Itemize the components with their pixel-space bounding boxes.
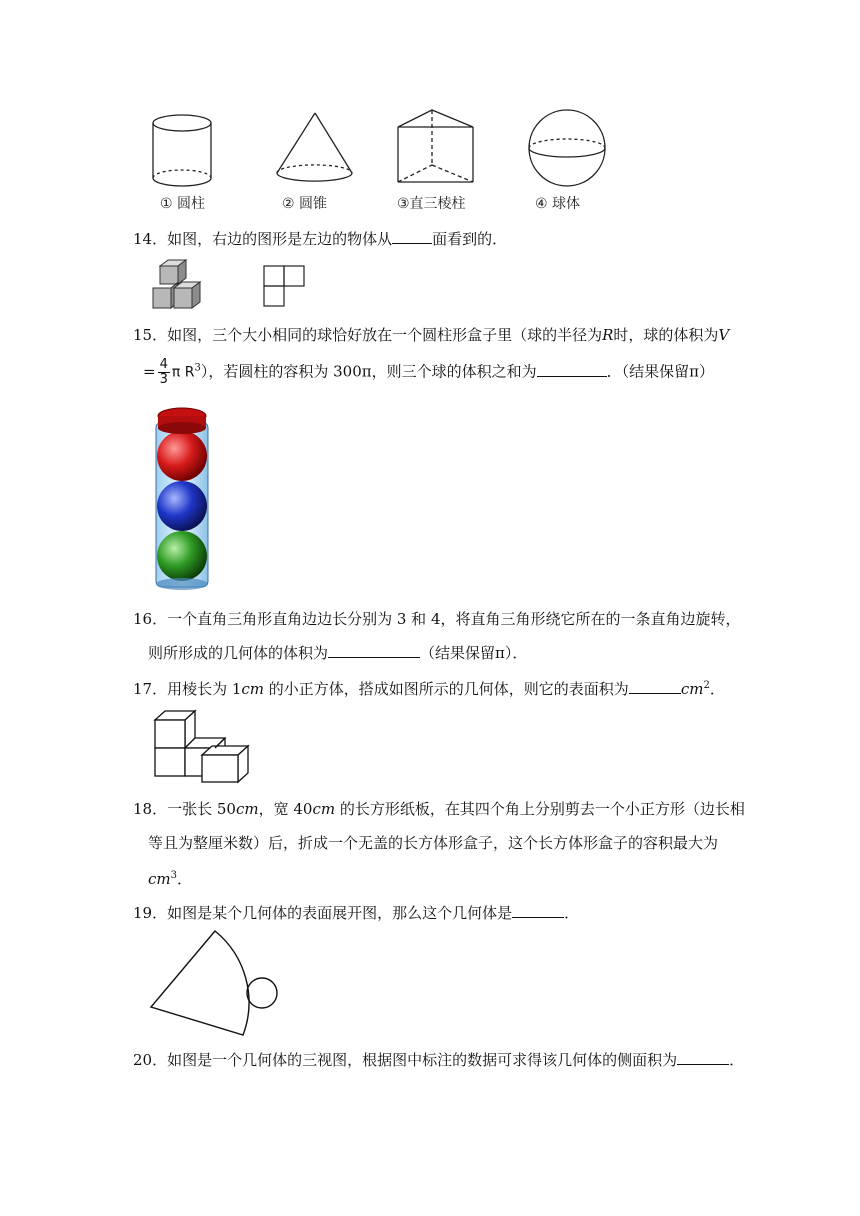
q18-text-b: ，宽 40 bbox=[258, 800, 313, 818]
q20-number: 20． bbox=[133, 1051, 168, 1069]
q16-number: 16． bbox=[133, 610, 168, 628]
q15-exponent: 3 bbox=[194, 362, 201, 374]
q17-number: 17． bbox=[133, 680, 168, 698]
question-15-line2 bbox=[143, 358, 714, 387]
q15-fraction bbox=[158, 358, 170, 387]
q18-text-2: 等且为整厘米数）后，折成一个无盖的长方体形盒子，这个长方体形盒子的容积最大为 bbox=[148, 834, 719, 852]
question-18-line2 bbox=[148, 833, 718, 853]
cylinder-shape bbox=[153, 115, 211, 186]
solid-label-prism: ③直三棱柱 bbox=[397, 196, 466, 212]
q19-figure bbox=[145, 925, 285, 1040]
q16-text-1: 一个直角三角形直角边边长分别为 3 和 4，将直角三角形绕它所在的一条直角边旋转， bbox=[167, 610, 741, 628]
question-14 bbox=[133, 228, 507, 249]
q15-answer-blank[interactable] bbox=[537, 361, 607, 377]
q17-text-b: 的小正方体，搭成如图所示的几何体，则它的表面积为 bbox=[264, 680, 629, 698]
q15-figure bbox=[148, 402, 218, 592]
q17-end: ． bbox=[709, 680, 725, 698]
q20-end: ． bbox=[729, 1051, 745, 1069]
q14-text-end: 面看到的． bbox=[432, 230, 508, 248]
q15-cylinder-balls bbox=[148, 402, 218, 592]
q19-net bbox=[145, 925, 285, 1040]
q15-equals: = bbox=[143, 362, 156, 381]
q18-end: ． bbox=[177, 870, 193, 888]
solid-label-cylinder: ① 圆柱 bbox=[160, 196, 206, 212]
solid-label-cone: ② 圆锥 bbox=[282, 196, 328, 212]
question-18-line1 bbox=[133, 799, 745, 819]
q14-text: 如图，右边的图形是左边的物体从 bbox=[167, 230, 393, 248]
q15-pi-r: π R bbox=[171, 364, 195, 381]
q19-sector bbox=[151, 931, 249, 1035]
q14-figure bbox=[150, 258, 320, 318]
q15-number: 15． bbox=[133, 326, 168, 344]
question-20 bbox=[133, 1049, 744, 1070]
q18-unit-cm1: cm bbox=[235, 800, 259, 818]
prism-shape bbox=[398, 110, 473, 182]
q19-answer-blank[interactable] bbox=[512, 902, 564, 918]
q15-frac-num: 4 bbox=[159, 357, 168, 372]
q17-figure bbox=[150, 708, 260, 788]
q15-ball-blue bbox=[157, 481, 207, 531]
q19-number: 19． bbox=[133, 904, 168, 922]
q14-number: 14． bbox=[133, 230, 168, 248]
q20-answer-blank[interactable] bbox=[677, 1049, 729, 1065]
solids-figure bbox=[140, 105, 620, 215]
q17-text-a: 用棱长为 1 bbox=[167, 680, 242, 698]
q18-number: 18． bbox=[133, 800, 168, 818]
q15-lid-bottom bbox=[158, 422, 206, 434]
q15-ball-green bbox=[157, 531, 207, 581]
question-17 bbox=[133, 676, 725, 699]
q16-text-2b: （结果保留π）． bbox=[420, 644, 528, 662]
q18-exponent: 3 bbox=[170, 870, 177, 881]
q14-view bbox=[264, 266, 304, 306]
q18-unit-cm2: cm bbox=[312, 800, 336, 818]
q17-exponent: 2 bbox=[703, 680, 710, 691]
q18-text-c: 的长方形纸板，在其四个角上分别剪去一个小正方形（边长相 bbox=[335, 800, 745, 818]
q19-text: 如图是某个几何体的表面展开图，那么这个几何体是 bbox=[167, 904, 513, 922]
q15-var-r: R bbox=[602, 326, 614, 344]
q15-text-2: ），若圆柱的容积为 300π，则三个球的体积之和为 bbox=[200, 362, 537, 381]
q15-text-1b: 时，球的体积为 bbox=[613, 326, 719, 344]
question-16-line2 bbox=[148, 642, 527, 663]
q19-circle bbox=[247, 978, 277, 1008]
question-18-line3 bbox=[148, 866, 192, 889]
question-19 bbox=[133, 902, 579, 923]
q15-tube-base bbox=[156, 578, 208, 590]
q15-text-1: 如图，三个大小相同的球恰好放在一个圆柱形盒子里（球的半径为 bbox=[167, 326, 603, 344]
question-15-line1 bbox=[133, 325, 729, 345]
q15-var-v: V bbox=[718, 326, 730, 344]
solid-label-sphere: ④ 球体 bbox=[535, 196, 581, 212]
q15-frac-den: 3 bbox=[159, 372, 168, 387]
q14-answer-blank[interactable] bbox=[392, 228, 432, 244]
q16-text-2: 则所形成的几何体的体积为 bbox=[148, 644, 329, 662]
q16-answer-blank[interactable] bbox=[328, 642, 420, 658]
sphere-shape bbox=[529, 110, 605, 186]
q18-text-a: 一张长 50 bbox=[167, 800, 236, 818]
q14-cube-stack bbox=[153, 260, 200, 308]
q17-unit-cm: cm bbox=[241, 680, 265, 698]
q20-text: 如图是一个几何体的三视图，根据图中标注的数据可求得该几何体的侧面积为 bbox=[167, 1051, 678, 1069]
cone-shape bbox=[277, 113, 352, 181]
q18-unit: cm bbox=[148, 870, 171, 888]
q17-answer-blank[interactable] bbox=[629, 678, 681, 694]
question-16-line1 bbox=[133, 609, 741, 629]
q15-text-2c: ．（结果保留π） bbox=[606, 362, 714, 381]
q15-ball-red bbox=[157, 431, 207, 481]
q17-unit: cm bbox=[680, 680, 704, 698]
q17-cubes bbox=[150, 708, 260, 788]
q19-end: ． bbox=[564, 904, 580, 922]
q14-cubes-and-view bbox=[150, 258, 320, 318]
